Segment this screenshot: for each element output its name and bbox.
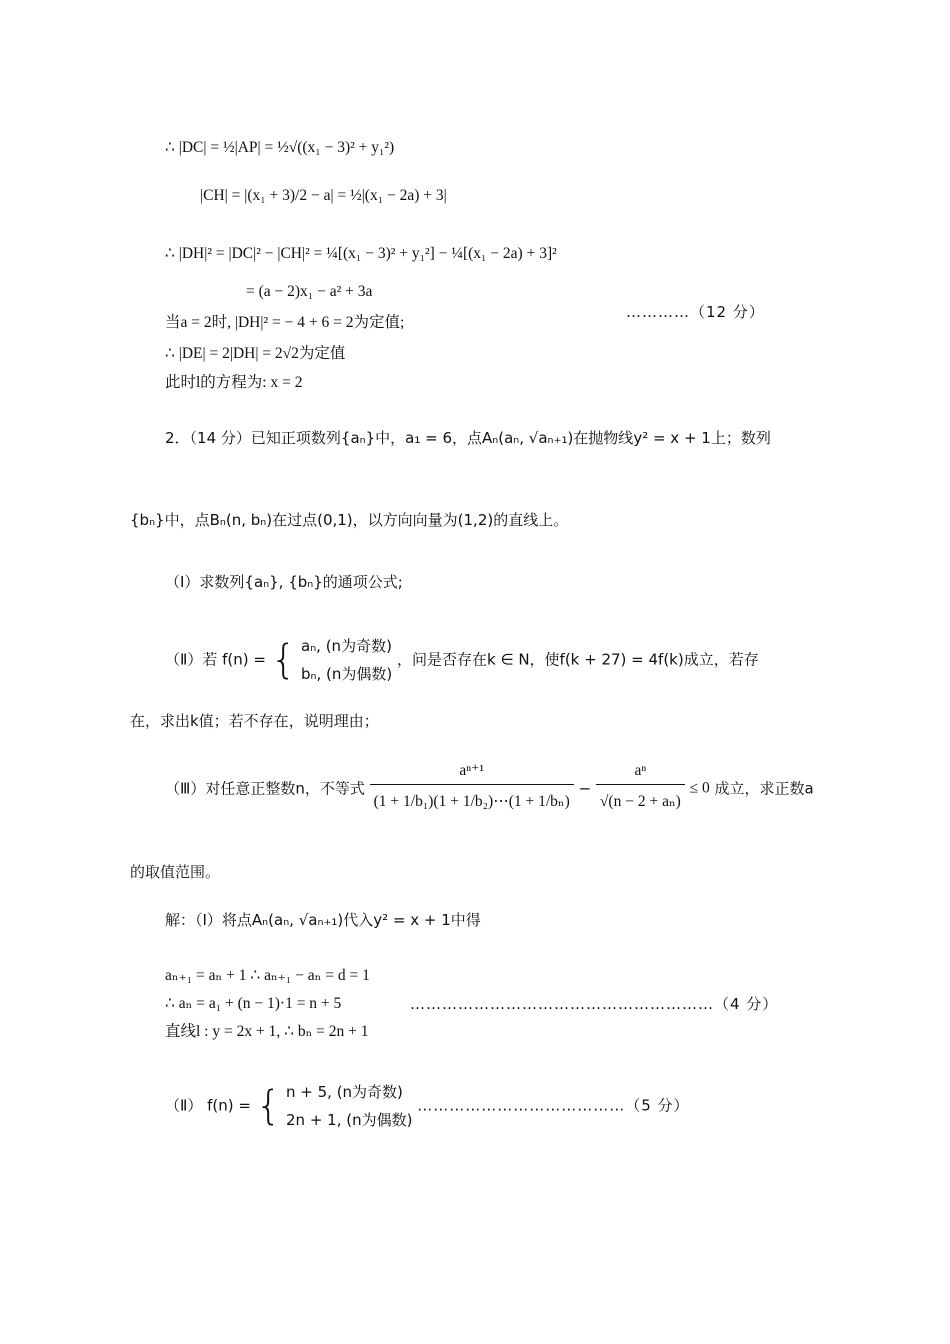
solution-intro: 解：（Ⅰ）将点Aₙ(aₙ, √aₙ₊₁)代入y² = x + 1中得 (165, 911, 481, 929)
q2-suffix: ，问是否存在k ∈ N，使f(k + 27) = 4f(k)成立，若存 (397, 650, 759, 669)
ch-line: |CH| = |(x₁ + 3)/2 − a| = ½|(x₁ − 2a) + 3| (200, 187, 447, 204)
dc-line: ∴ |DC| = ½|AP| = ½√((x₁ − 3)² + y₁²) (165, 139, 395, 156)
dh-result: = (a − 2)x₁ − a² + 3a (246, 283, 373, 300)
left-brace-icon: { (255, 1083, 282, 1129)
q3-fraction-2 (596, 758, 685, 819)
s4-cases (286, 1078, 412, 1134)
q2-case-odd: aₙ, (n为奇数) (301, 637, 392, 655)
q3-minus: − (578, 779, 592, 798)
solution-step-3: 直线l : y = 2x + 1, ∴ bₙ = 2n + 1 (165, 1023, 369, 1040)
q2-cases (301, 632, 392, 688)
question-3-line2: 的取值范围。 (130, 863, 221, 881)
q3-numerator-2: aⁿ (596, 758, 685, 785)
q2-prefix: （Ⅱ）若 f(n) = (165, 650, 266, 669)
solution-part-2 (165, 1078, 690, 1132)
q3-le-zero: ≤ 0 (689, 779, 710, 797)
solution-step-2: ∴ aₙ = a₁ + (n − 1)·1 = n + 5 (165, 995, 342, 1012)
problem2-line2: {bₙ}中，点Bₙ(n, bₙ)在过点(0,1)，以方向向量为(1,2)的直线上。 (130, 511, 569, 529)
s4-case-even: 2n + 1, (n为偶数) (286, 1111, 413, 1129)
q3-fraction-1 (370, 758, 574, 819)
score-5: …………………………………（5 分） (417, 1096, 690, 1115)
q3-prefix: （Ⅲ）对任意正整数n，不等式 (165, 779, 365, 798)
left-brace-icon: { (270, 637, 297, 683)
q2-case-even: bₙ, (n为偶数) (301, 665, 393, 683)
s4-case-odd: n + 5, (n为奇数) (286, 1083, 403, 1101)
q3-denominator-2: √(n − 2 + aₙ) (599, 793, 681, 810)
problem2-line1: 2．（14 分）已知正项数列{aₙ}中，a₁ = 6，点Aₙ(aₙ, √aₙ₊₁)在抛物线y² = x + 1上；数列 (165, 429, 771, 447)
score-12: …………（12 分） (626, 303, 765, 321)
score-4: …………………………………………………（4 分） (410, 995, 779, 1013)
dh-line: ∴ |DH|² = |DC|² − |CH|² = ¼[(x₁ − 3)² + y₁²] − ¼[(x₁ − 2a) + 3]² (165, 245, 557, 262)
question-2-line2: 在，求出k值；若不存在，说明理由； (130, 712, 379, 730)
solution-step-1: aₙ₊₁ = aₙ + 1 ∴ aₙ₊₁ − aₙ = d = 1 (165, 967, 370, 984)
s4-prefix: （Ⅱ） f(n) = (165, 1096, 251, 1115)
question-3 (165, 758, 814, 828)
l-equation: 此时l的方程为: x = 2 (165, 374, 303, 391)
q3-numerator-1: aⁿ⁺¹ (370, 758, 574, 785)
q3-suffix: 成立，求正数a (714, 779, 814, 798)
q3-denominator-1: (1 + 1/b₁)(1 + 1/b₂)⋯(1 + 1/bₙ) (373, 793, 570, 810)
de-line: ∴ |DE| = 2|DH| = 2√2为定值 (165, 345, 346, 362)
question-1: （Ⅰ）求数列{aₙ}, {bₙ}的通项公式; (165, 573, 403, 591)
when-a-line: 当a = 2时, |DH|² = − 4 + 6 = 2为定值; (165, 314, 405, 331)
question-2 (165, 632, 759, 686)
